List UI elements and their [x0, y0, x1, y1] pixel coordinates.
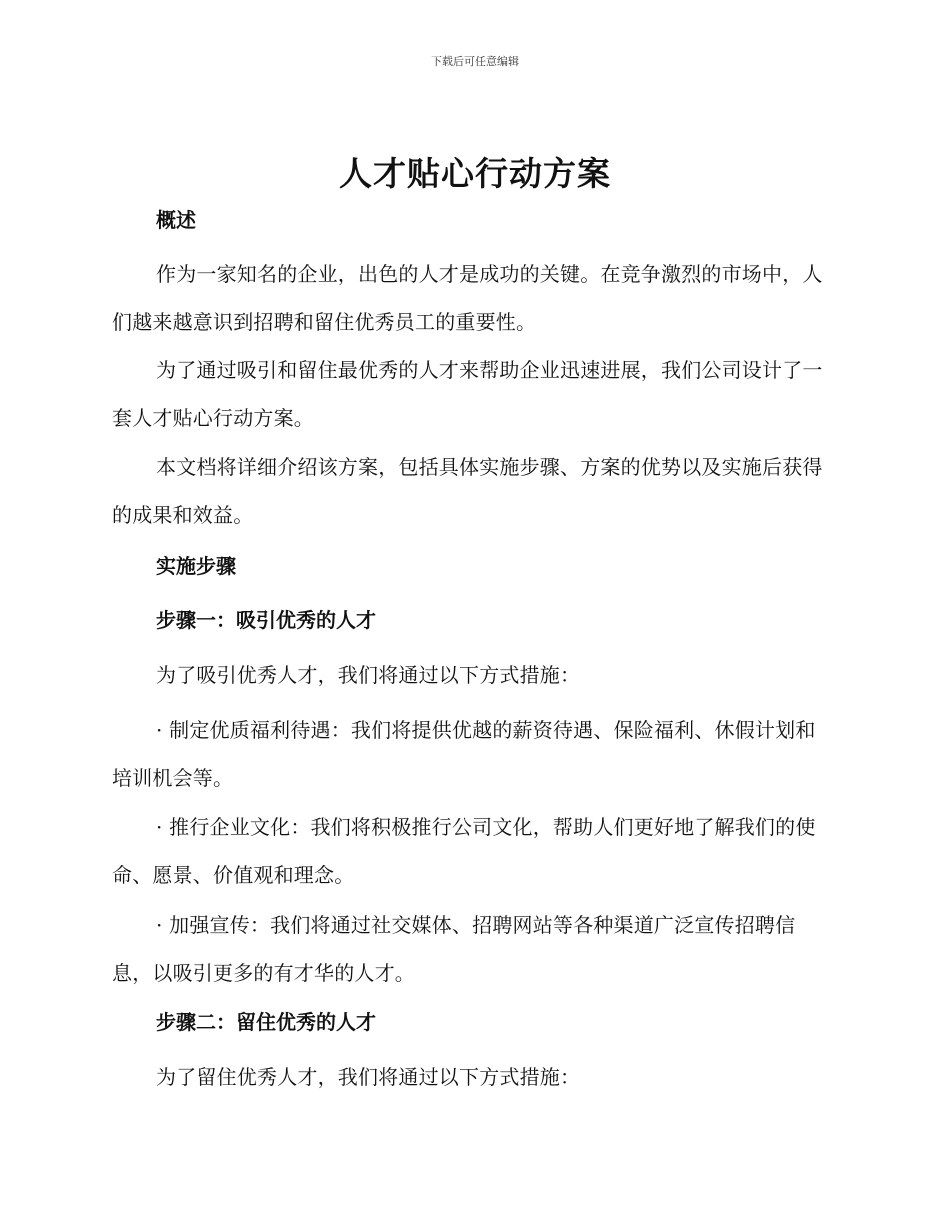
- step1-intro: 为了吸引优秀人才，我们将通过以下方式措施：: [156, 663, 581, 687]
- step1-item-2-block: [112, 803, 832, 899]
- step1-heading-block: [112, 606, 832, 634]
- header-note: 下载后可任意编辑: [431, 55, 519, 68]
- steps-heading: 实施步骤: [156, 554, 236, 578]
- step2-heading-block: [112, 1008, 832, 1036]
- step1-item-3-block: [112, 901, 832, 997]
- overview-paragraph-1-block: [112, 250, 832, 346]
- step2-intro: 为了留住优秀人才，我们将通过以下方式措施：: [156, 1065, 581, 1089]
- step1-list-item: · 制定优质福利待遇：我们将提供优越的薪资待遇、保险福利、休假计划和培训机会等。: [112, 718, 816, 790]
- step1-list-item: · 加强宣传：我们将通过社交媒体、招聘网站等各种渠道广泛宣传招聘信息，以吸引更多的有才华的人才。: [112, 913, 796, 985]
- document-title: 人才贴心行动方案: [339, 154, 611, 193]
- step1-list-item: · 推行企业文化：我们将积极推行公司文化，帮助人们更好地了解我们的使命、愿景、价值观和理念。: [112, 815, 816, 887]
- step2-heading: 步骤二：留住优秀的人才: [156, 1010, 376, 1034]
- overview-heading: 概述: [156, 208, 196, 232]
- step1-heading: 步骤一：吸引优秀的人才: [156, 608, 376, 632]
- step2-intro-block: [112, 1053, 832, 1101]
- overview-paragraph: 本文档将详细介绍该方案，包括具体实施步骤、方案的优势以及实施后获得的成果和效益。: [112, 455, 823, 527]
- step1-intro-block: [112, 651, 832, 699]
- overview-paragraph: 为了通过吸引和留住最优秀的人才来帮助企业迅速进展，我们公司设计了一套人才贴心行动方案。: [112, 358, 823, 430]
- overview-paragraph-3-block: [112, 443, 832, 539]
- overview-paragraph-2-block: [112, 346, 832, 442]
- overview-paragraph: 作为一家知名的企业，出色的人才是成功的关键。在竞争激烈的市场中，人们越来越意识到招聘和留住优秀员工的重要性。: [112, 262, 823, 334]
- overview-heading-block: [112, 206, 832, 234]
- steps-heading-block: [112, 552, 832, 580]
- step1-item-1-block: [112, 706, 832, 802]
